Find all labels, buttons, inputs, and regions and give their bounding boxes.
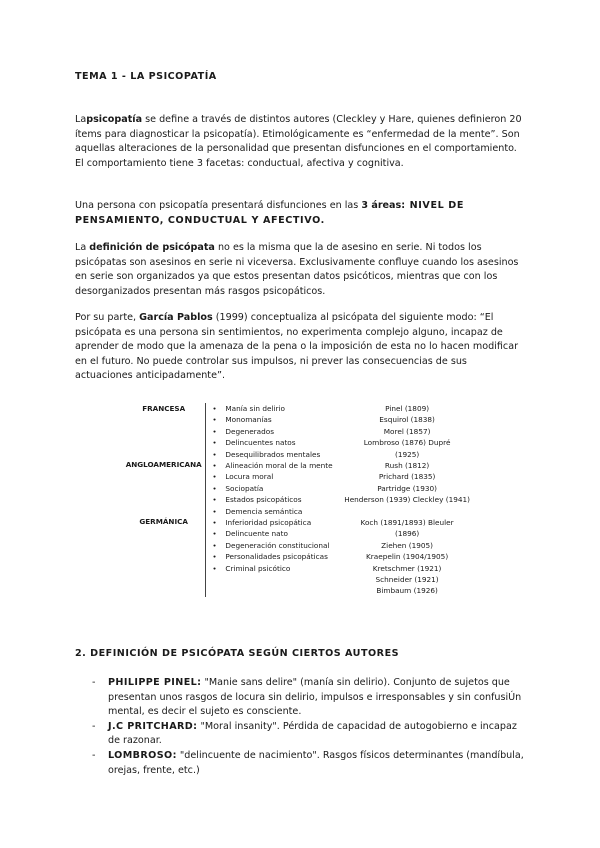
page-title: TEMA 1 - LA PSICOPATÍA <box>75 71 217 82</box>
paragraph-areas <box>75 199 525 228</box>
author-name: PHILIPPE PINEL: <box>108 677 202 688</box>
table-item: • Monomanías <box>212 414 344 425</box>
table-item: • Locura moral <box>212 471 344 482</box>
paragraph-definicion <box>75 241 525 299</box>
table-author: Pinel (1809) <box>385 404 430 413</box>
bold-term: García Pablos <box>139 312 213 323</box>
paragraph-text: no es la misma que la de asesino en serie. Ni todos los psicópatas son asesinos en serie ni viceversa. Exclusivamente confluye cuando los asesinos en serie son organizados ya que estos presentan datos psicóticos, mientras que con los desorganizados presentan más rasgos psicopáticos. <box>75 242 519 297</box>
table-authors-column <box>344 403 470 597</box>
table-author: Rush (1812) <box>384 461 430 471</box>
table-item: • Personalidades psicopáticas <box>212 551 344 562</box>
table-item: • Criminal psicótico <box>212 563 344 574</box>
paragraph-text: Una persona con psicopatía presentará disfunciones en las <box>75 200 362 211</box>
list-item-pinel <box>92 676 530 720</box>
author-name: J.C PRITCHARD: <box>108 720 198 732</box>
table-item: • Estados psicopáticos <box>212 494 344 505</box>
table-item: • Desequilibrados mentales <box>212 449 344 460</box>
table-category-column <box>122 403 206 597</box>
table-item: • Degenerados <box>212 426 344 437</box>
table-author: Bimbaum (1926) <box>376 586 438 596</box>
author-description: "Manie sans delire" (manía sin delirio). Conjunto de sujetos que presentan unos rasgos de locura sin delirio, impulsos e irresponsables y sin confusiÚn mental, es decir el sujeto es consciente. <box>108 677 522 718</box>
table-author: Morel (1857) <box>383 426 431 436</box>
table-author: Schneider (1921) <box>375 575 439 585</box>
table-author <box>344 506 470 517</box>
paragraph-psicopatia <box>75 113 525 171</box>
list-item-pritchard <box>92 720 530 749</box>
table-items-column <box>206 403 344 597</box>
paragraph-text: se define a través de distintos autores (Cleckley y Hare, quienes definieron 20 ítems para diagnosticar la psicopatía). Etimológicamente es “enfermedad de la mente”. Son aquellas alteraciones de la personalidad que presentan disfunciones en el comportamiento. El comportamiento tiene 3 facetas: conductual, afectiva y cognitiva. <box>75 114 522 169</box>
table-author: Kretschmer (1921) <box>372 563 442 573</box>
schools-table <box>122 403 470 597</box>
paragraph-text: Por su parte, <box>75 312 140 323</box>
table-item: • Inferioridad psicopática <box>212 517 344 528</box>
table-item: • Delincuente nato <box>212 528 344 539</box>
category-francesa: FRANCESA <box>142 404 186 413</box>
table-item: • Manía sin delirio <box>212 403 344 414</box>
table-item: • Sociopatía <box>212 483 344 494</box>
author-description: "delincuente de nacimiento". Rasgos físicos determinantes (mandíbula, orejas, frente, etc.) <box>108 749 524 776</box>
author-name: LOMBROSO: <box>108 749 177 761</box>
table-item: • Demencia semántica <box>212 506 344 517</box>
table-author: Lombroso (1876) Dupré <box>363 438 451 448</box>
table-author: (1896) <box>394 529 420 539</box>
table-author: Koch (1891/1893) Bleuler <box>360 518 454 528</box>
table-author: Prichard (1835) <box>378 472 436 482</box>
authors-list <box>92 676 530 778</box>
paragraph-text: La <box>75 114 87 125</box>
category-germanica: GERMÁNICA <box>139 516 188 526</box>
table-author: (1925) <box>394 449 420 459</box>
section-title: 2. DEFINICIÓN DE PSICÓPATA SEGÚN CIERTOS AUTORES <box>75 648 400 659</box>
bold-term: psicopatía <box>86 114 143 125</box>
table-author: Esquirol (1838) <box>379 415 435 425</box>
bold-term: 3 áreas <box>361 200 402 211</box>
author-description: "Moral insanity". Pérdida de capacidad de autogobierno e incapaz de razonar. <box>108 720 517 747</box>
paragraph-text: (1999) conceptualiza al psicópata del siguiente modo: “El psicópata es una persona sin sentimientos, no experimenta complejo alguno, incapaz de aprender de modo que la amenaza de la pena o la imposición de esta no lo hacen modificar en el futuro. No puede controlar sus impulsos, ni prever las consecuencias de sus actuaciones anticipadamente”. <box>75 312 519 382</box>
list-item-lombroso <box>92 749 530 778</box>
table-author: Ziehen (1905) <box>381 540 434 550</box>
category-angloamericana: ANGLOAMERICANA <box>125 460 202 470</box>
paragraph-text: La <box>75 242 90 253</box>
table-item: • Degeneración constitucional <box>212 540 344 551</box>
paragraph-garcia-pablos <box>75 311 525 384</box>
bold-term: : NIVEL DE PENSAMIENTO, CONDUCTUAL Y AFECTIVO. <box>75 200 464 226</box>
table-author: Henderson (1939) Cleckley (1941) <box>344 495 470 505</box>
table-item: • Alineación moral de la mente <box>212 460 344 471</box>
bold-term: definición de psicópata <box>89 242 215 253</box>
table-author: Partridge (1930) <box>377 483 437 493</box>
table-author: Kraepelin (1904/1905) <box>366 552 449 562</box>
table-item: • Delincuentes natos <box>212 437 344 448</box>
